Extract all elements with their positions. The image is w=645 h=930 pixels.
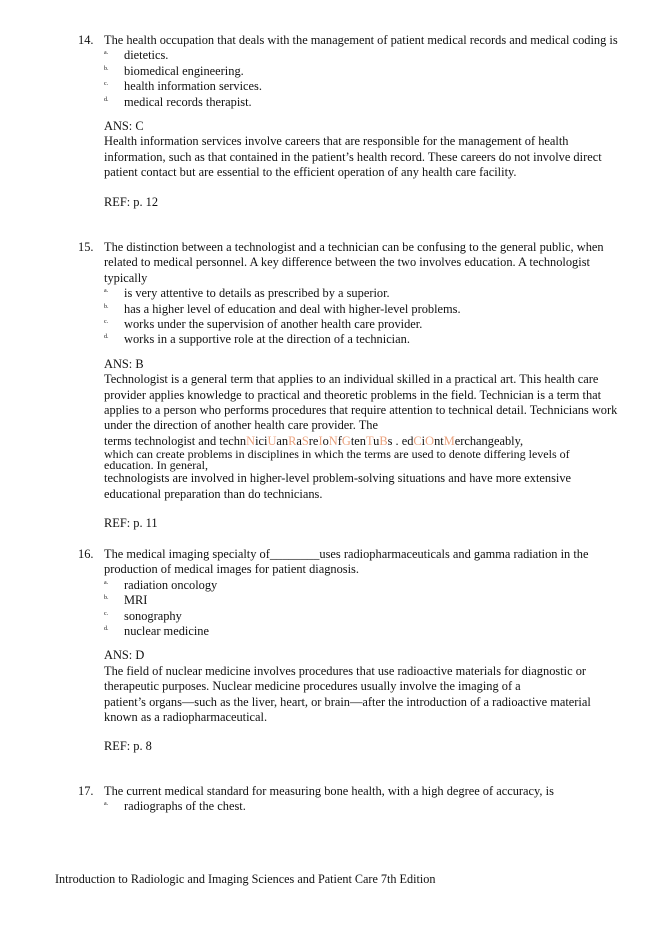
explanation-text: technologists are involved in higher-level problem-solving situations and have more extensive educational preparation than do technicians.: [104, 471, 572, 501]
explanation-fragment: nt: [434, 433, 444, 448]
choice-text: sonography: [124, 608, 182, 623]
choice-letter: b.: [104, 65, 109, 72]
question-stem: The health occupation that deals with the management of patient medical records and medical coding is: [104, 33, 618, 47]
page-reference: REF: p. 11: [104, 516, 158, 531]
watermark-letter: I: [318, 433, 323, 448]
choice-list: [104, 286, 620, 348]
choice-list: [104, 799, 620, 814]
explanation-fragment: an: [276, 433, 289, 448]
explanation-fragment: re: [308, 433, 319, 448]
answer-explanation: [104, 134, 620, 180]
choice-item: [104, 317, 620, 332]
explanation-fragment: i: [421, 433, 426, 448]
choice-item: [104, 799, 620, 814]
explanation-fragment: terms technologist and techn: [104, 433, 247, 448]
watermark-letter: N: [246, 433, 256, 448]
page-reference: REF: p. 12: [104, 194, 159, 209]
choice-letter: b.: [104, 595, 109, 602]
explanation-text: which can create problems in disciplines in which the terms are used to denote differing levels of education. In general,: [104, 447, 570, 473]
choice-text: works under the supervision of another health care provider.: [124, 317, 423, 332]
watermark-letter: O: [425, 433, 435, 448]
question-stem: The distinction between a technologist and a technician can be confusing to the general public, when related to medical personnel. A key difference between the two involves education. A technologist typically: [104, 240, 604, 285]
choice-text: health information services.: [124, 79, 262, 94]
page-footer: Introduction to Radiologic and Imaging Sciences and Patient Care 7th Edition: [55, 872, 436, 886]
watermark-letter: S: [301, 433, 309, 448]
choice-text: nuclear medicine: [124, 624, 209, 639]
choice-item: [104, 609, 620, 624]
question-16: [80, 547, 620, 755]
choice-item: [104, 95, 620, 110]
explanation-text: Technologist is a general term that applies to an individual skilled in a practical art. This health care provider applies knowledge to practical and theoretic problems in the field. Technician is a term that applies to a person who performs procedures that require attention to technical detail. Technicians work under the direction of another health care provider. The: [104, 372, 618, 433]
page-reference: REF: p. 8: [104, 739, 152, 754]
question-number: 16.: [78, 547, 94, 561]
explanation-fragment: ten: [350, 433, 366, 448]
choice-item: [104, 286, 620, 301]
answer-key: ANS: C: [104, 119, 144, 134]
question-number: 14.: [78, 33, 94, 47]
watermark-letter: N: [328, 433, 338, 448]
explanation-fragment: ici: [255, 433, 268, 448]
choice-text: dietetics.: [124, 48, 169, 63]
choice-letter: a.: [104, 579, 109, 586]
choice-item: [104, 578, 620, 593]
watermark-letter: M: [443, 433, 455, 448]
choice-letter: d.: [104, 334, 109, 341]
choice-item: [104, 64, 620, 79]
question-number: 17.: [78, 784, 94, 798]
choice-list: [104, 48, 620, 110]
choice-letter: d.: [104, 626, 109, 633]
answer-key: ANS: B: [104, 356, 144, 371]
explanation-fragment: u: [373, 433, 380, 448]
choice-letter: b.: [104, 303, 109, 310]
watermark-letter: U: [267, 433, 277, 448]
choice-item: [104, 593, 620, 608]
choice-text: works in a supportive role at the direction of a technician.: [124, 332, 410, 347]
choice-letter: c.: [104, 319, 109, 326]
explanation-fragment: erchangeably,: [454, 433, 524, 448]
explanation-text: patient’s organs—such as the liver, heart, or brain—after the introduction of a radioactive material known as a radiopharmaceutical.: [104, 694, 591, 725]
choice-text: is very attentive to details as prescribed by a superior.: [124, 286, 390, 301]
choice-letter: c.: [104, 81, 109, 88]
choice-letter: a.: [104, 288, 109, 295]
explanation-text: Health information services involve careers that are responsible for the management of health information, such as that contained in the patient’s health record. These careers do not involve direct patient contact but are essential to the efficient operation of any health care facility.: [104, 134, 602, 180]
explanation-fragment: s . ed: [387, 433, 414, 448]
choice-item: [104, 302, 620, 317]
explanation-text: The field of nuclear medicine involves procedures that use radioactive materials for diagnostic or therapeutic purposes. Nuclear medicine procedures usually involve the imaging of a: [104, 663, 587, 694]
question-stem: The medical imaging specialty of________uses radiopharmaceuticals and gamma radiation in the production of medical images for patient diagnosis.: [104, 547, 589, 577]
question-15: [80, 240, 620, 532]
choice-letter: a.: [104, 801, 109, 808]
question-14: [80, 33, 620, 210]
choice-letter: d.: [104, 96, 109, 103]
watermark-letter: C: [413, 433, 422, 448]
answer-explanation: [104, 664, 620, 726]
watermark-letter: B: [379, 433, 388, 448]
explanation-fragment: o: [322, 433, 329, 448]
choice-text: radiation oncology: [124, 577, 218, 592]
choice-text: MRI: [124, 593, 148, 608]
choice-item: [104, 79, 620, 94]
choice-letter: c.: [104, 610, 109, 617]
answer-key: ANS: D: [104, 648, 145, 663]
choice-text: biomedical engineering.: [124, 63, 244, 78]
choice-text: radiographs of the chest.: [124, 799, 246, 814]
watermark-letter: G: [341, 433, 351, 448]
question-17: [80, 784, 620, 815]
watermark-letter: T: [365, 433, 374, 448]
question-stem: The current medical standard for measuring bone health, with a high degree of accuracy, is: [104, 784, 554, 798]
choice-item: [104, 624, 620, 639]
choice-item: [104, 48, 620, 63]
question-number: 15.: [78, 240, 94, 254]
choice-letter: a.: [104, 50, 109, 57]
choice-list: [104, 578, 620, 640]
answer-explanation: [104, 372, 620, 502]
explanation-fragment: a: [296, 433, 302, 448]
explanation-fragment: f: [337, 433, 342, 448]
watermark-letter: R: [288, 433, 297, 448]
choice-text: has a higher level of education and deal with higher-level problems.: [124, 301, 461, 316]
choice-item: [104, 332, 620, 347]
choice-text: medical records therapist.: [124, 94, 252, 109]
